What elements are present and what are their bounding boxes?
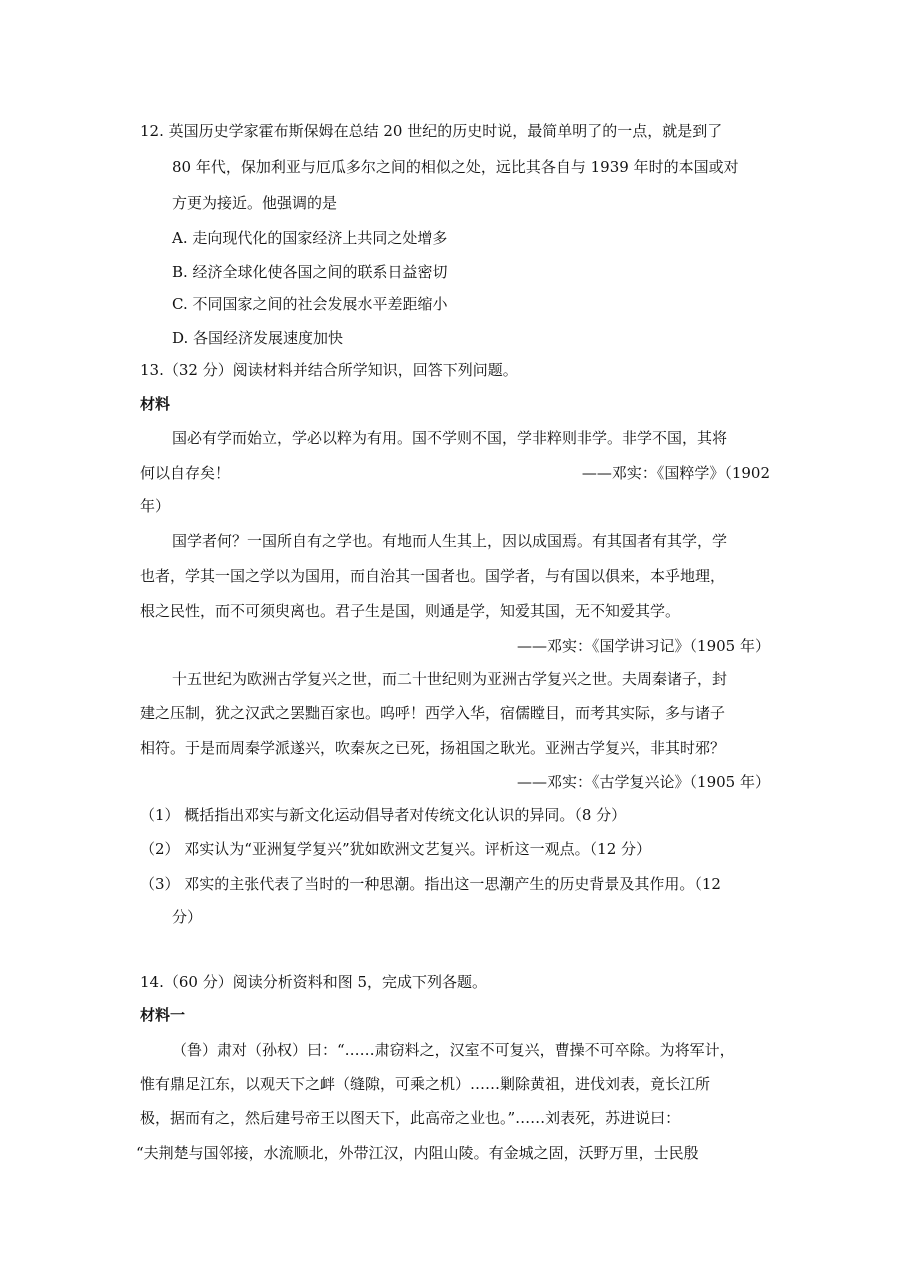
q13-p3-line-2: 建之压制，犹之汉武之罢黜百家也。呜呼！西学入华，宿儒瞠目，而考其实际，多与诸子 — [140, 704, 726, 722]
q13-p1-source-year: 年） — [140, 497, 171, 515]
q13-p2-line-1: 国学者何？一国所自有之学也。有地而人生其上，因以成国焉。有其国者有其学，学 — [172, 532, 728, 550]
q13-p1-source: ——邓实：《国粹学》（1902 — [581, 464, 770, 482]
q13-p1-line-2: 何以自存矣！ — [140, 464, 231, 482]
q13-p2-line-2: 也者，学其一国之学以为国用，而自治其一国者也。国学者，与有国以俱来，本乎地理， — [140, 567, 726, 585]
q13-subquestion-3-line-2: 分） — [172, 908, 203, 926]
q12-option-d: D. 各国经济发展速度加快 — [172, 329, 344, 347]
q13-header: 13.（32 分）阅读材料并结合所学知识，回答下列问题。 — [140, 361, 518, 379]
q14-material-line-4: “夫荆楚与国邻接，水流顺北，外带江汉，内阻山陵。有金城之固，沃野万里，士民殷 — [136, 1144, 699, 1162]
q13-subquestion-3-line-1: （3） 邓实的主张代表了当时的一种思潮。指出这一思潮产生的历史背景及其作用。（12 — [140, 875, 721, 893]
q14-material-line-2: 惟有鼎足江东，以观天下之衅（缝隙，可乘之机）……剿除黄祖，进伐刘表，竟长江所 — [140, 1075, 711, 1093]
q12-stem-line-2: 80 年代，保加利亚与厄瓜多尔之间的相似之处，远比其各自与 1939 年时的本国或对 — [172, 158, 739, 176]
q12-option-c: C. 不同国家之间的社会发展水平差距缩小 — [172, 295, 448, 313]
q13-p3-line-3: 相符。于是而周秦学派遂兴，吹秦灰之已死，扬祖国之耿光。亚洲古学复兴，非其时邪？ — [140, 739, 726, 757]
q12-stem-line-3: 方更为接近。他强调的是 — [172, 194, 338, 212]
q12-option-b: B. 经济全球化使各国之间的联系日益密切 — [172, 263, 448, 281]
q14-material-line-1: （鲁）肃对（孙权）曰：“……肃窃料之，汉室不可复兴，曹操不可卒除。为将军计， — [172, 1041, 735, 1059]
q13-p3-line-1: 十五世纪为欧洲古学复兴之世，而二十世纪则为亚洲古学复兴之世。夫周秦诸子，封 — [172, 670, 728, 688]
q13-p3-source: ——邓实：《古学复兴论》（1905 年） — [517, 773, 770, 791]
q13-p2-line-3: 根之民性，而不可须臾离也。君子生是国，则通是学，知爱其国，无不知爱其学。 — [140, 602, 681, 620]
q13-p1-line-1: 国必有学而始立，学必以粹为有用。国不学则不国，学非粹则非学。非学不国，其将 — [172, 429, 728, 447]
q12-stem-line-1: 12. 英国历史学家霍布斯保姆在总结 20 世纪的历史时说，最简单明了的一点，就是到了 — [140, 122, 723, 140]
q12-option-a: A. 走向现代化的国家经济上共同之处增多 — [172, 229, 448, 247]
q13-material-label: 材料 — [140, 395, 171, 413]
q13-subquestion-2: （2） 邓实认为“亚洲复学复兴”犹如欧洲文艺复兴。评析这一观点。（12 分） — [140, 840, 652, 858]
q14-header: 14.（60 分）阅读分析资料和图 5，完成下列各题。 — [140, 973, 488, 991]
q14-material-line-3: 极，据而有之，然后建号帝王以图天下，此高帝之业也。”……刘表死，苏进说曰： — [140, 1109, 681, 1127]
q13-subquestion-1: （1） 概括指出邓实与新文化运动倡导者对传统文化认识的异同。（8 分） — [140, 806, 627, 824]
q13-p2-source: ——邓实：《国学讲习记》（1905 年） — [517, 637, 770, 655]
q14-material-label: 材料一 — [140, 1006, 186, 1024]
